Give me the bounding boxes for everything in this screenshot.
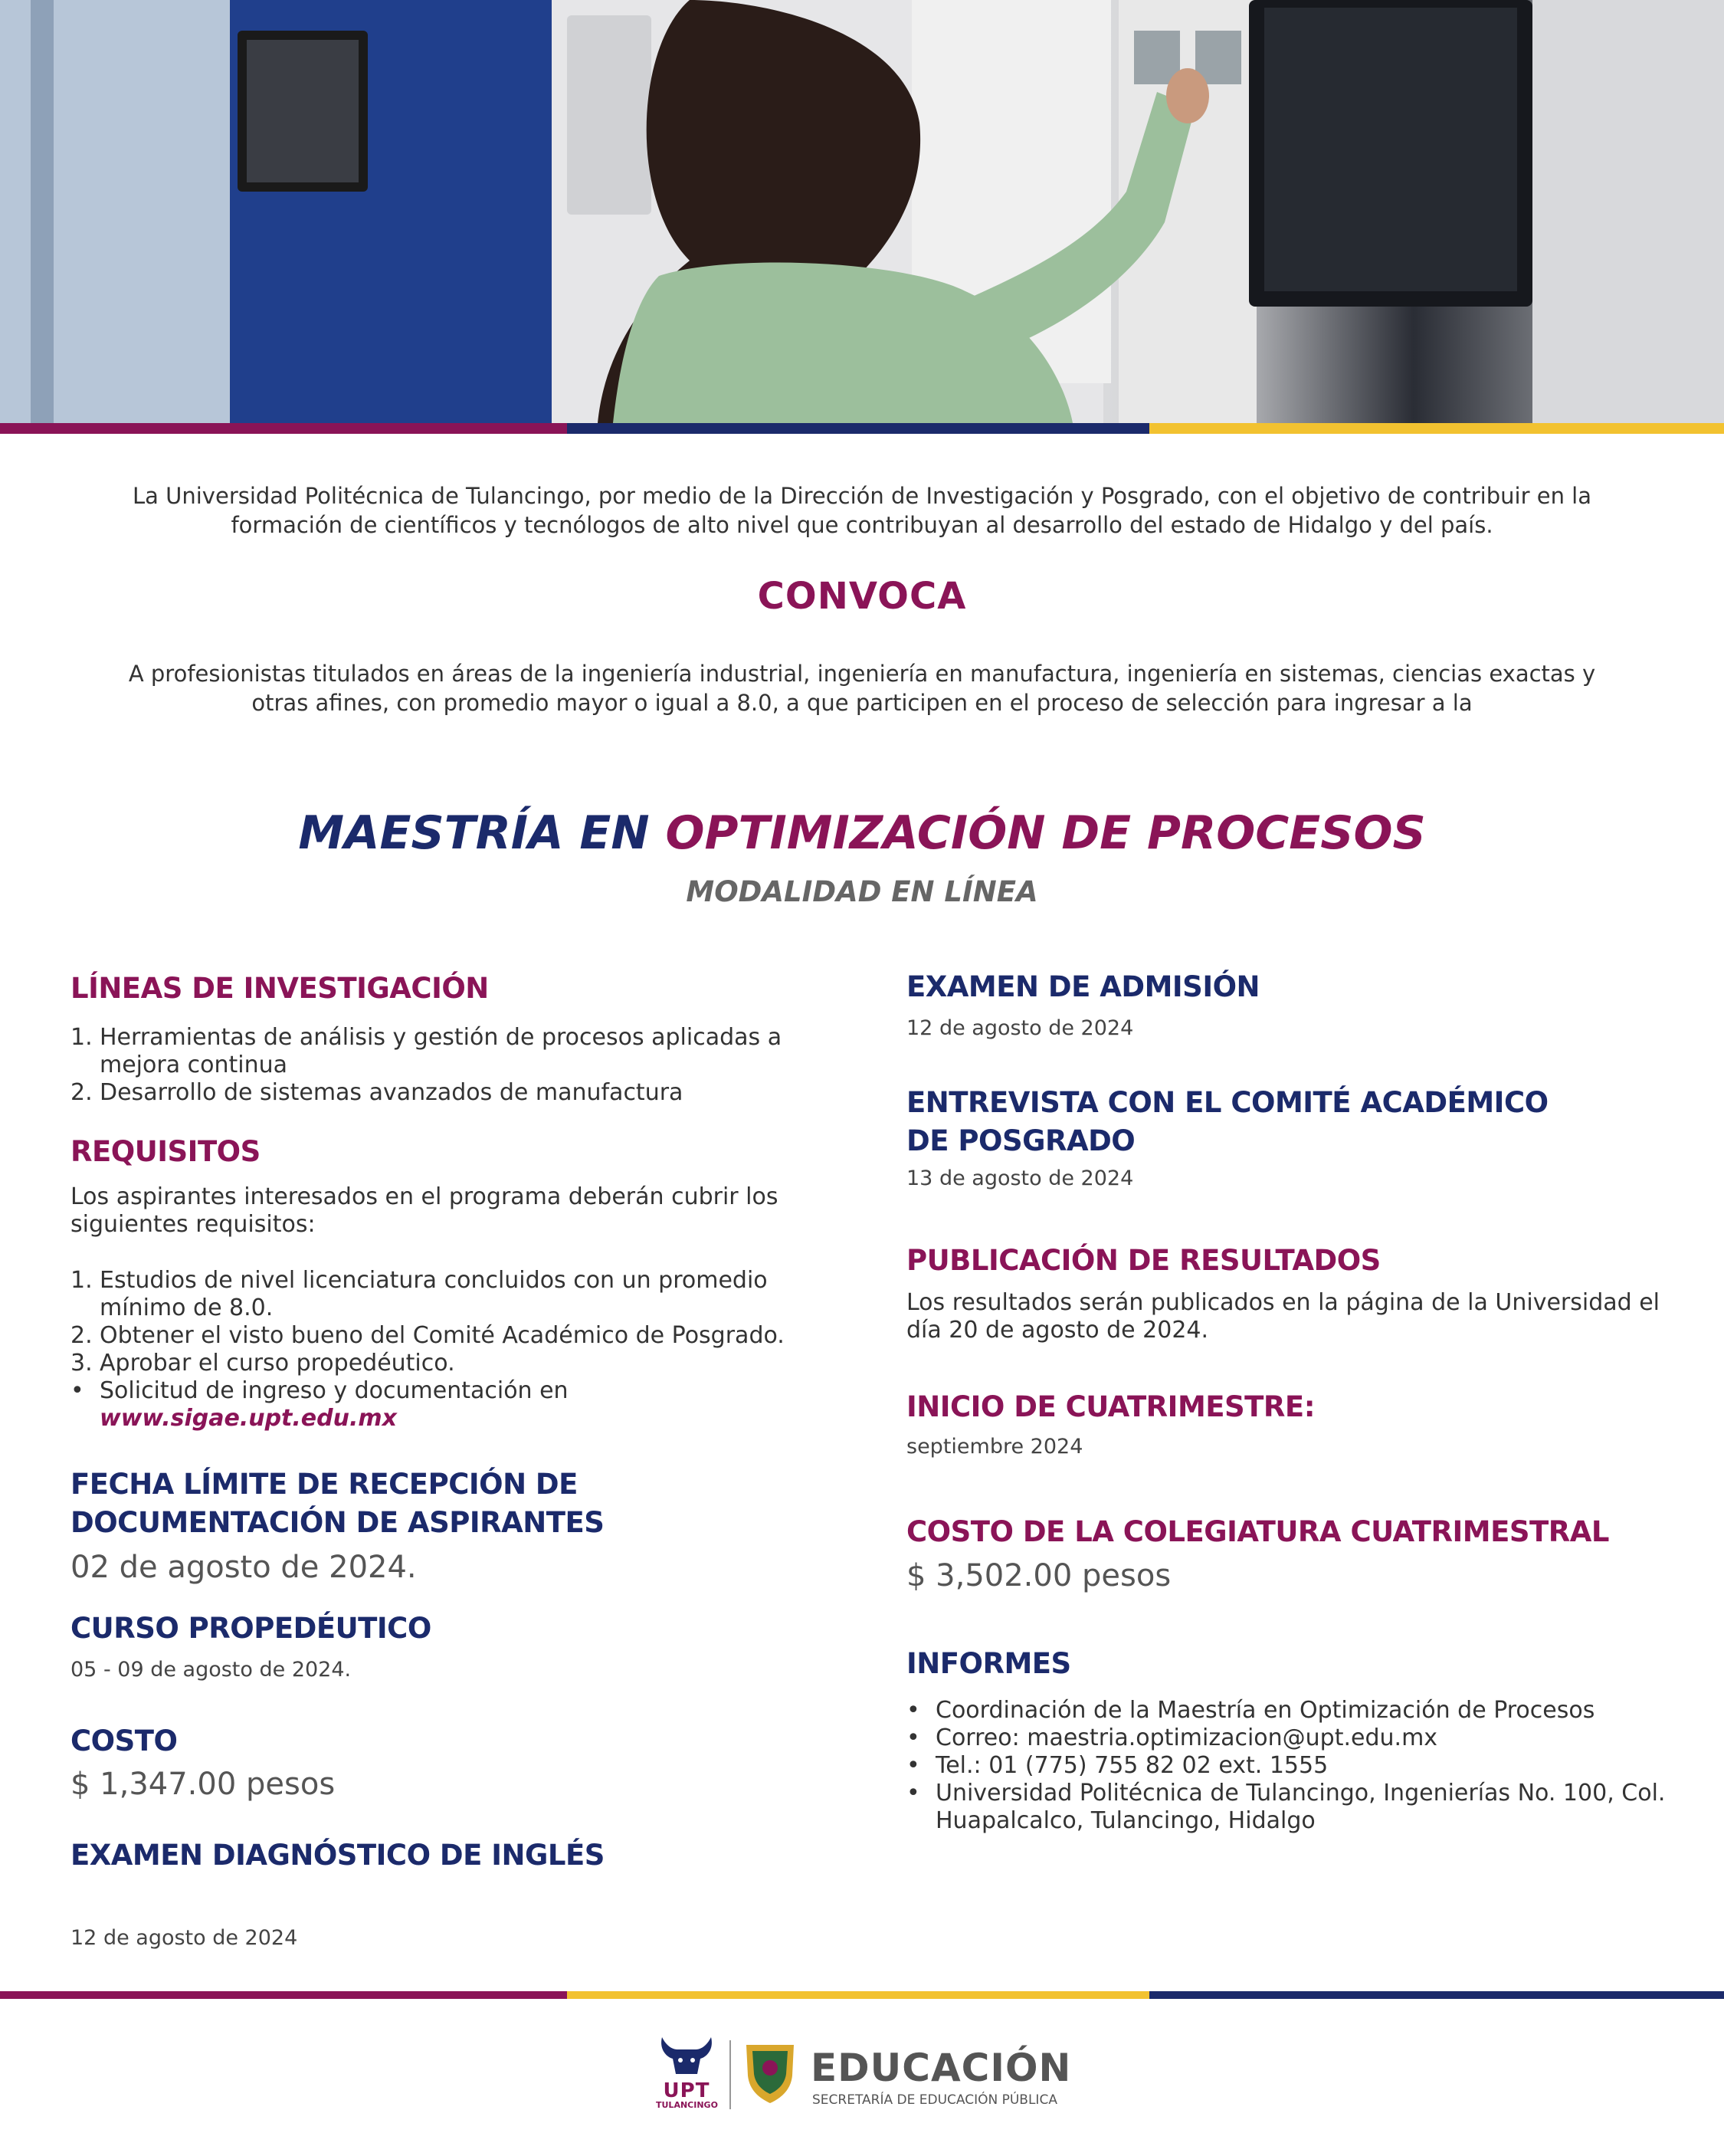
examen-heading: EXAMEN DE ADMISIÓN bbox=[906, 970, 1260, 1003]
logo-divider bbox=[729, 2040, 731, 2109]
footer-logos bbox=[651, 2031, 1111, 2123]
upt-logo-text: UPT bbox=[663, 2079, 710, 2102]
list-item: 2. Obtener el visto bueno del Comité Académico de Posgrado. bbox=[70, 1322, 785, 1349]
ingles-heading: EXAMEN DIAGNÓSTICO DE INGLÉS bbox=[70, 1839, 605, 1872]
list-item: • Coordinación de la Maestría en Optimización de Procesos bbox=[906, 1697, 1595, 1724]
costo-value: $ 1,347.00 pesos bbox=[70, 1767, 336, 1802]
list-item: • Solicitud de ingreso y documentación en www.sigae.upt.edu.mx bbox=[70, 1377, 569, 1432]
lineas-heading: LÍNEAS DE INVESTIGACIÓN bbox=[70, 972, 489, 1005]
buffalo-icon bbox=[656, 2033, 717, 2079]
requisitos-list bbox=[70, 1267, 821, 1432]
convoca-heading: CONVOCA bbox=[757, 575, 967, 618]
examen-value: 12 de agosto de 2024 bbox=[906, 1016, 1134, 1040]
curso-value: 05 - 09 de agosto de 2024. bbox=[70, 1658, 352, 1682]
hidalgo-crest bbox=[742, 2037, 798, 2111]
intro-paragraph bbox=[0, 481, 1724, 540]
list-item: • Tel.: 01 (775) 755 82 02 ext. 1555 bbox=[906, 1752, 1329, 1779]
intro-line-1: La Universidad Politécnica de Tulancingo, por medio de la Dirección de Investigación y Posgrado, con el objetivo de contribuir en la bbox=[133, 483, 1591, 509]
list-item: • Universidad Politécnica de Tulancingo, Ingenierías No. 100, Col. Huapalcalco, Tulancingo, Hidalgo bbox=[906, 1780, 1666, 1834]
publicacion-value-line-1: Los resultados serán publicados en la página de la Universidad el bbox=[906, 1289, 1660, 1316]
ingles-value: 12 de agosto de 2024 bbox=[70, 1926, 298, 1950]
fecha-limite-heading bbox=[70, 1465, 604, 1542]
list-item: 1. Herramientas de análisis y gestión de procesos aplicadas a mejora continua bbox=[70, 1024, 782, 1078]
colegiatura-value: $ 3,502.00 pesos bbox=[906, 1558, 1172, 1593]
list-item: 2. Desarrollo de sistemas avanzados de manufactura bbox=[70, 1079, 683, 1106]
fecha-limite-value: 02 de agosto de 2024. bbox=[70, 1550, 417, 1585]
entrevista-heading bbox=[906, 1084, 1549, 1160]
list-item: • Correo: maestria.optimizacion@upt.edu.mx bbox=[906, 1724, 1438, 1751]
publicacion-value-line-2: día 20 de agosto de 2024. bbox=[906, 1317, 1209, 1344]
costo-heading: COSTO bbox=[70, 1724, 178, 1757]
lineas-list bbox=[70, 1024, 821, 1107]
call-line-2: otras afines, con promedio mayor o igual a 8.0, a que participen en el proceso de selección para ingresar a la bbox=[251, 690, 1473, 716]
colegiatura-heading: COSTO DE LA COLEGIATURA CUATRIMESTRAL bbox=[906, 1515, 1609, 1548]
list-item: 3. Aprobar el curso propedéutico. bbox=[70, 1350, 455, 1377]
top-stripe bbox=[0, 423, 1724, 434]
informes-list bbox=[906, 1697, 1673, 1835]
program-title-prefix: MAESTRÍA EN bbox=[298, 806, 666, 860]
coat-of-arms-icon bbox=[742, 2037, 798, 2111]
educacion-wordmark: EDUCACIÓN bbox=[811, 2046, 1072, 2090]
informes-heading: INFORMES bbox=[906, 1647, 1071, 1680]
requisitos-intro: Los aspirantes interesados en el programa deberán cubrir los siguientes requisitos: bbox=[70, 1183, 778, 1238]
inicio-value: septiembre 2024 bbox=[906, 1435, 1083, 1459]
list-item: 1. Estudios de nivel licenciatura concluidos con un promedio mínimo de 8.0. bbox=[70, 1267, 768, 1321]
sigae-link[interactable]: www.sigae.upt.edu.mx bbox=[100, 1405, 397, 1432]
hero-photo bbox=[0, 0, 1724, 423]
requisitos-heading: REQUISITOS bbox=[70, 1135, 261, 1168]
inicio-heading: INICIO DE CUATRIMESTRE: bbox=[906, 1390, 1315, 1423]
call-paragraph bbox=[0, 659, 1724, 717]
fecha-limite-heading-line-2: DOCUMENTACIÓN DE ASPIRANTES bbox=[70, 1506, 605, 1539]
program-title-main: OPTIMIZACIÓN DE PROCESOS bbox=[665, 806, 1426, 860]
call-line-1: A profesionistas titulados en áreas de la ingeniería industrial, ingeniería en manufactura, ingeniería en sistemas, ciencias exactas y bbox=[128, 661, 1596, 687]
sep-subtitle: SECRETARÍA DE EDUCACIÓN PÚBLICA bbox=[812, 2092, 1057, 2108]
publicacion-heading: PUBLICACIÓN DE RESULTADOS bbox=[906, 1244, 1381, 1277]
entrevista-heading-line-2: DE POSGRADO bbox=[906, 1124, 1136, 1157]
entrevista-heading-line-1: ENTREVISTA CON EL COMITÉ ACADÉMICO bbox=[906, 1086, 1549, 1119]
upt-logo-sub: TULANCINGO bbox=[656, 2100, 718, 2110]
intro-line-2: formación de científicos y tecnólogos de alto nivel que contribuyan al desarrollo del estado de Hidalgo y del país. bbox=[231, 512, 1493, 538]
program-modality: MODALIDAD EN LÍNEA bbox=[686, 875, 1038, 908]
curso-heading: CURSO PROPEDÉUTICO bbox=[70, 1612, 431, 1645]
entrevista-value: 13 de agosto de 2024 bbox=[906, 1167, 1134, 1190]
bottom-stripe bbox=[0, 1991, 1724, 1999]
publicacion-value bbox=[906, 1289, 1673, 1344]
fecha-limite-heading-line-1: FECHA LÍMITE DE RECEPCIÓN DE bbox=[70, 1468, 578, 1501]
laboratory-photo bbox=[0, 0, 1724, 423]
upt-logo bbox=[656, 2033, 717, 2117]
program-title bbox=[0, 806, 1724, 860]
